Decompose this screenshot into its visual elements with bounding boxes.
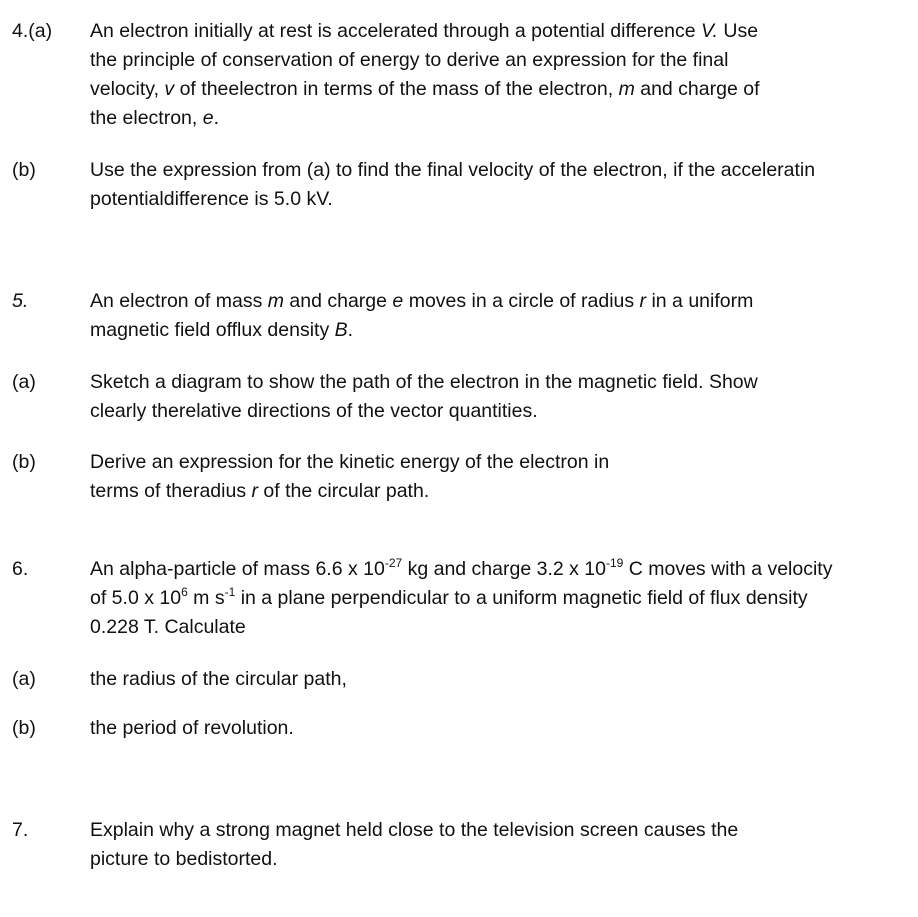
question-text bbox=[90, 156, 918, 214]
question-text bbox=[90, 287, 918, 345]
text-line: Use the expression from (a) to find the final velocity of the electron, if the acceleratin bbox=[90, 159, 816, 181]
question-label: 5. bbox=[12, 290, 29, 312]
question-label: 6. bbox=[12, 558, 29, 580]
text-line: the principle of conservation of energy to derive an expression for the final bbox=[90, 49, 729, 71]
text-line: of 5.0 x $10^6$ m $s^{-1}$ in a plane perpendicular to a uniform magnetic field of flux density bbox=[90, 585, 808, 609]
question-text bbox=[90, 714, 918, 743]
question-text bbox=[90, 665, 918, 694]
text-line: velocity, v of theelectron in terms of the mass of the electron, m and charge of bbox=[90, 78, 760, 100]
text-line: clearly therelative directions of the vector quantities. bbox=[90, 400, 538, 422]
text-line: Derive an expression for the kinetic energy of the electron in bbox=[90, 451, 610, 473]
text-line: the period of revolution. bbox=[90, 717, 294, 739]
text-line: picture to bedistorted. bbox=[90, 848, 278, 870]
question-text bbox=[90, 555, 918, 642]
text-line: the electron, e. bbox=[90, 107, 220, 129]
superscript: 6 bbox=[181, 585, 188, 599]
question-text bbox=[90, 17, 918, 133]
text-line: Explain why a strong magnet held close to the television screen causes the bbox=[90, 819, 739, 841]
question-label: (a) bbox=[12, 668, 36, 690]
question-label: 4.(a) bbox=[12, 20, 53, 42]
question-label: (a) bbox=[12, 371, 36, 393]
superscript: -19 bbox=[605, 556, 624, 570]
superscript: -27 bbox=[384, 556, 403, 570]
question-text bbox=[90, 448, 918, 506]
text-line: An electron of mass m and charge e moves in a circle of radius r in a uniform bbox=[90, 290, 754, 312]
question-label: (b) bbox=[12, 159, 36, 181]
text-line: An electron initially at rest is accelerated through a potential difference V. Use bbox=[90, 20, 759, 42]
question-label: 7. bbox=[12, 819, 29, 841]
text-line: the radius of the circular path, bbox=[90, 668, 347, 690]
question-text bbox=[90, 368, 918, 426]
question-text bbox=[90, 816, 918, 874]
text-line: terms of theradius r of the circular path. bbox=[90, 480, 430, 502]
text-line: magnetic field offlux density B. bbox=[90, 319, 354, 341]
question-label: (b) bbox=[12, 451, 36, 473]
text-line: Sketch a diagram to show the path of the electron in the magnetic field. Show bbox=[90, 371, 758, 393]
text-line: An alpha-particle of mass 6.6 x $10^{-27}$ kg and charge 3.2 x $10^{-19}$ C moves with a velocity bbox=[90, 556, 833, 580]
superscript: -1 bbox=[224, 585, 236, 599]
question-label: (b) bbox=[12, 717, 36, 739]
text-line: potentialdifference is 5.0 kV. bbox=[90, 188, 333, 210]
text-line: 0.228 T. Calculate bbox=[90, 616, 246, 638]
